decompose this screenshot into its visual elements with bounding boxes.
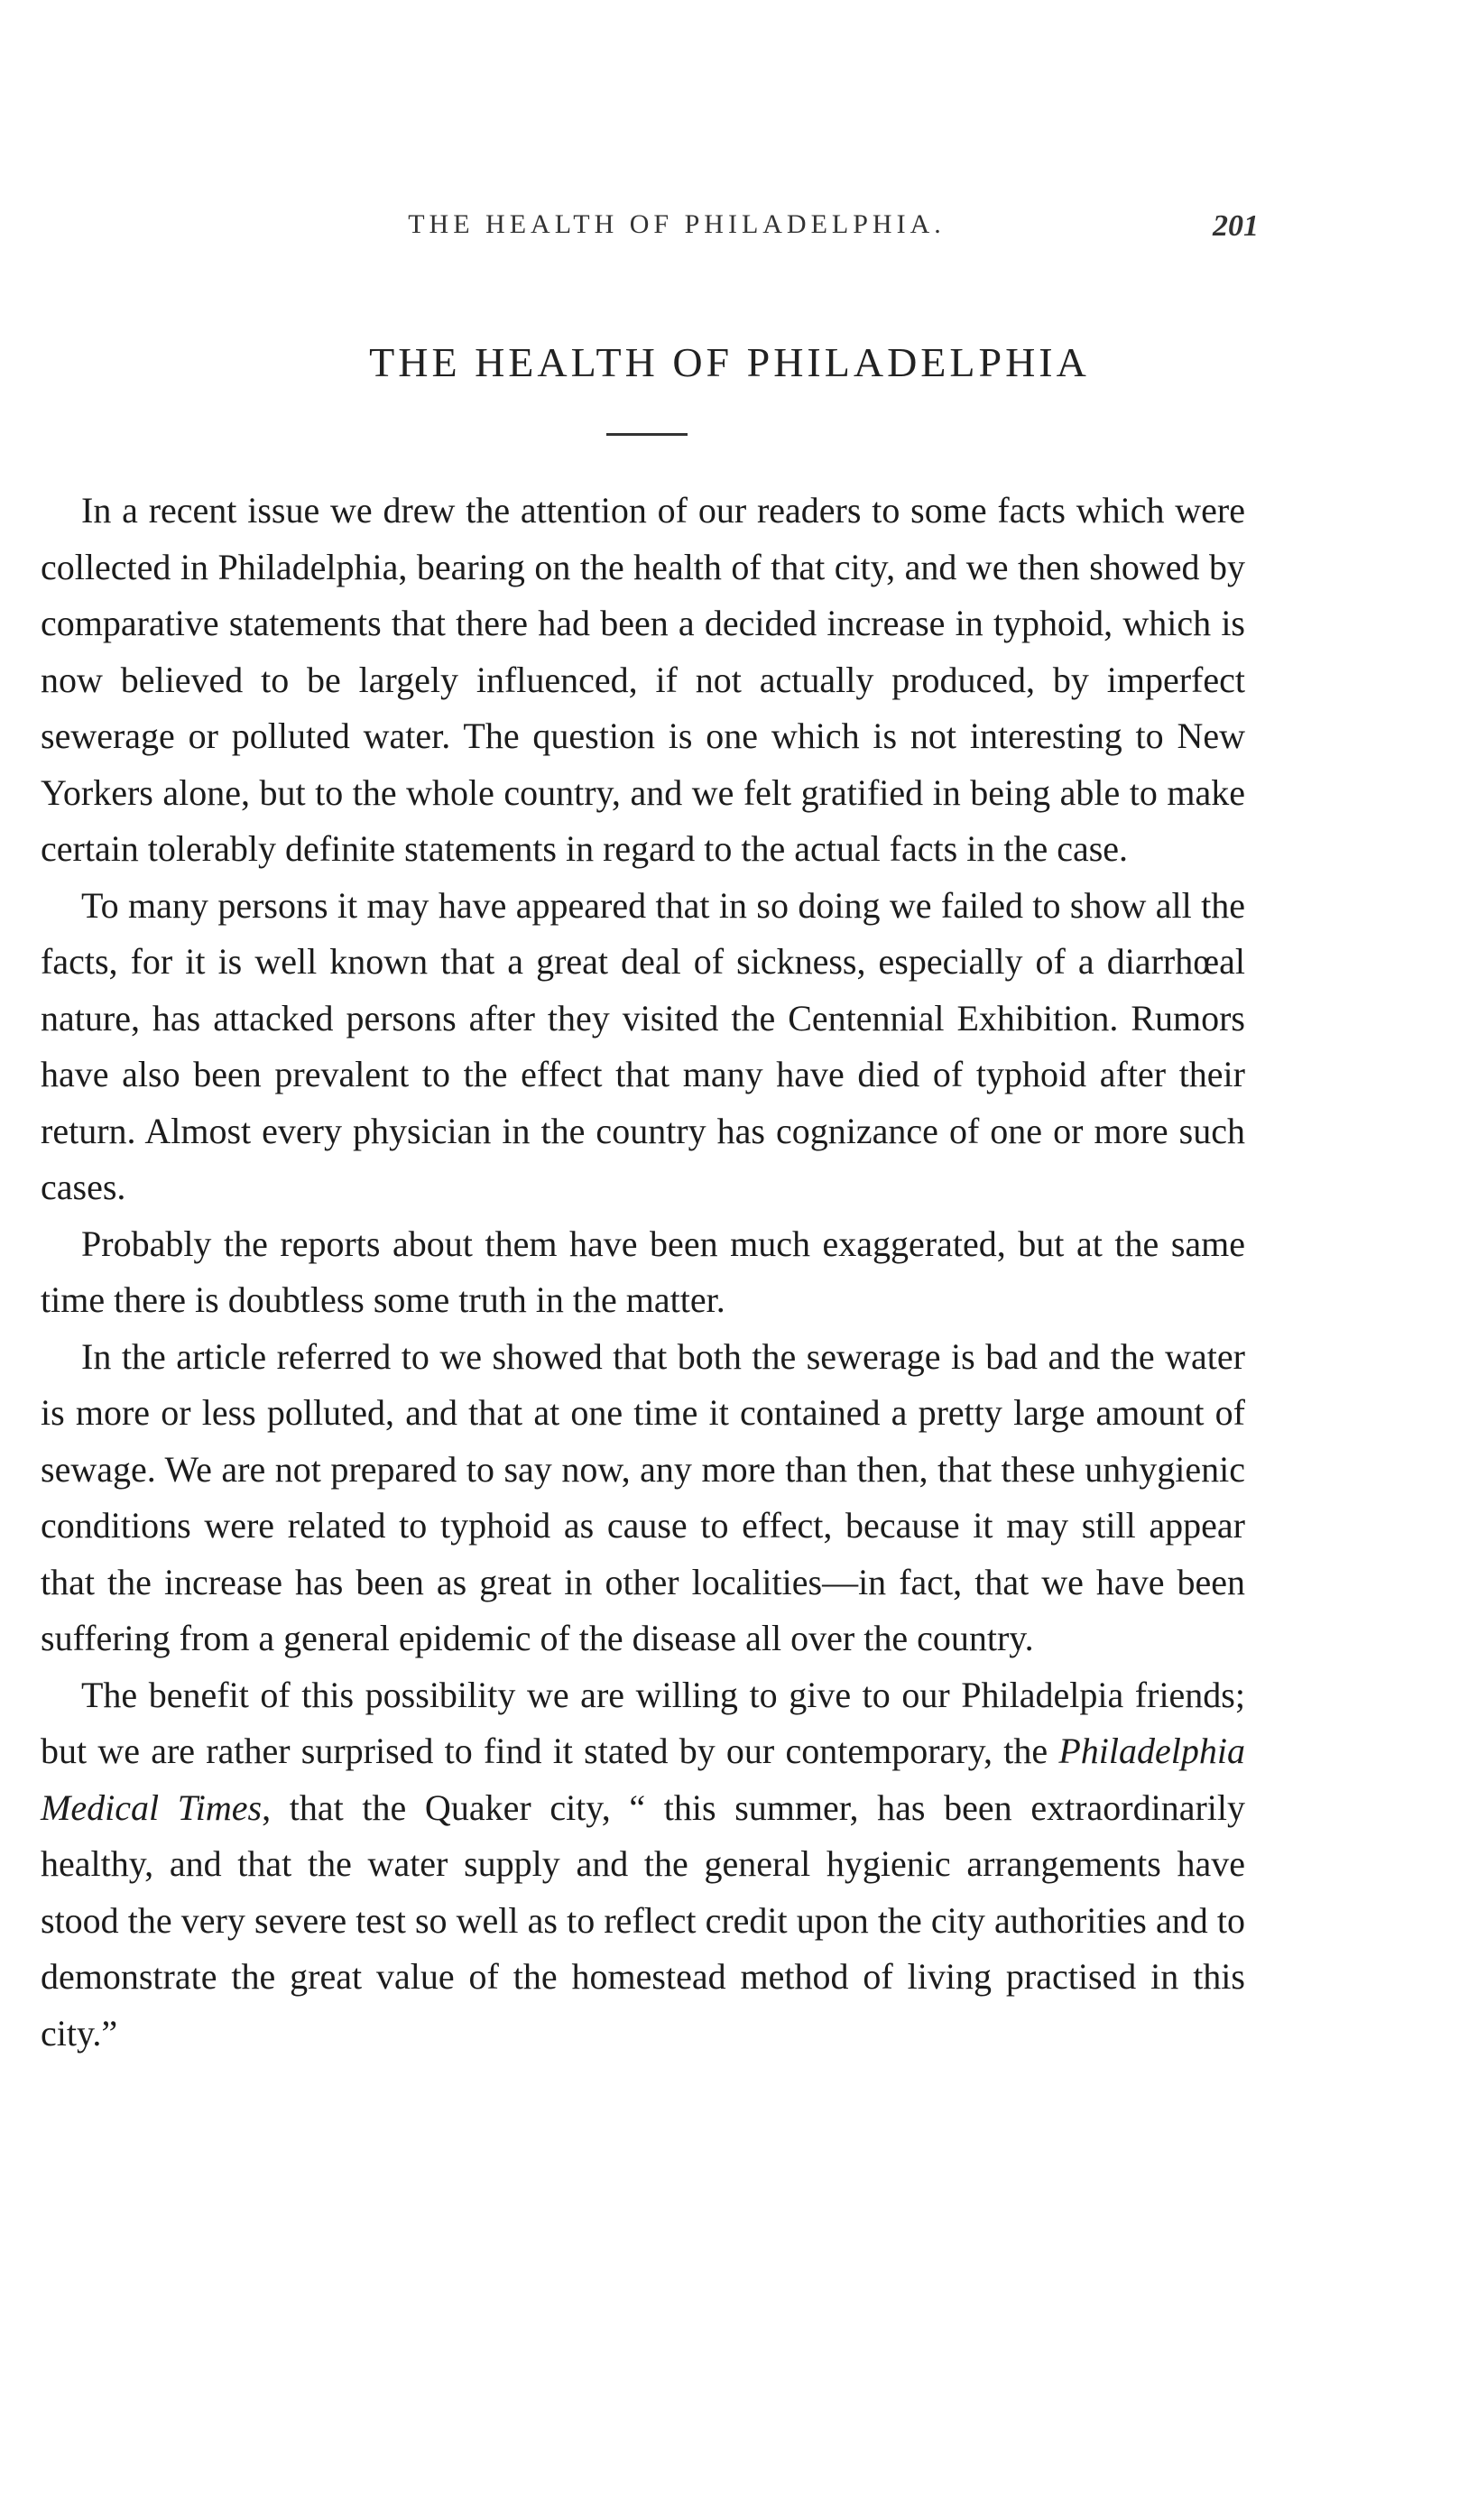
- paragraph: To many persons it may have appeared that in so doing we failed to show all the facts, for it is well known that a great deal of sickness, especially of a diarrhœal nature, has attacked persons after they visited the Centennial Exhibition. Rumors have also been prevalent to the effect that many have died of typhoid after their return. Almost every physician in the country has cognizance of one or more such cases.: [41, 884, 1245, 1207]
- paragraph: In the article referred to we showed that both the sewerage is bad and the water is more or less polluted, and that at one time it contained a pretty large amount of sewage. We are not prepared to say now, any more than then, that these unhygienic conditions were related to typhoid as cause to effect, because it may still appear that the increase has been as great in other localities—in fact, that we have been suffering from a general epidemic of the disease all over the country.: [41, 1335, 1245, 1658]
- journal-title: Philadelphia Medical Times: [41, 1731, 1245, 1828]
- paragraph: In a recent issue we drew the attention of our readers to some facts which were collected in Philadelphia, bearing on the health of that city, and we then showed by comparative statements that there had been a decided increase in typhoid, which is now believed to be largely influenced, if not actually produced, by imperfect sewerage or polluted water. The question is one which is not interesting to New Yorkers alone, but to the whole country, and we felt gratified in being able to make certain tolerably definite statements in regard to the actual facts in the case.: [41, 490, 1245, 869]
- page-number: 201: [1213, 209, 1259, 243]
- running-title: THE HEALTH OF PHILADELPHIA.: [408, 209, 946, 239]
- title-divider: [606, 433, 688, 436]
- running-head: [189, 209, 1259, 245]
- paragraph: Probably the reports about them have been much exaggerated, but at the same time there is doubtless some truth in the matter.: [41, 1223, 1245, 1320]
- paragraph-text: , that the Quaker city, “ this summer, has been extraordinarily healthy, and that the water supply and the general hygienic arrangements have stood the very severe test so well as to reflect credit upon the city authorities and to demonstrate the great value of the homestead method of living practised in this city.”: [41, 1786, 1246, 2054]
- article-title: THE HEALTH OF PHILADELPHIA: [369, 339, 1090, 385]
- article-body: [41, 483, 1245, 2062]
- paragraph: [41, 1667, 1245, 2063]
- paragraph-text: The benefit of this possibility we are willing to give to our Philadelpia friends; but we are rather surprised to find it stated by our contemporary, the: [41, 1674, 1245, 1771]
